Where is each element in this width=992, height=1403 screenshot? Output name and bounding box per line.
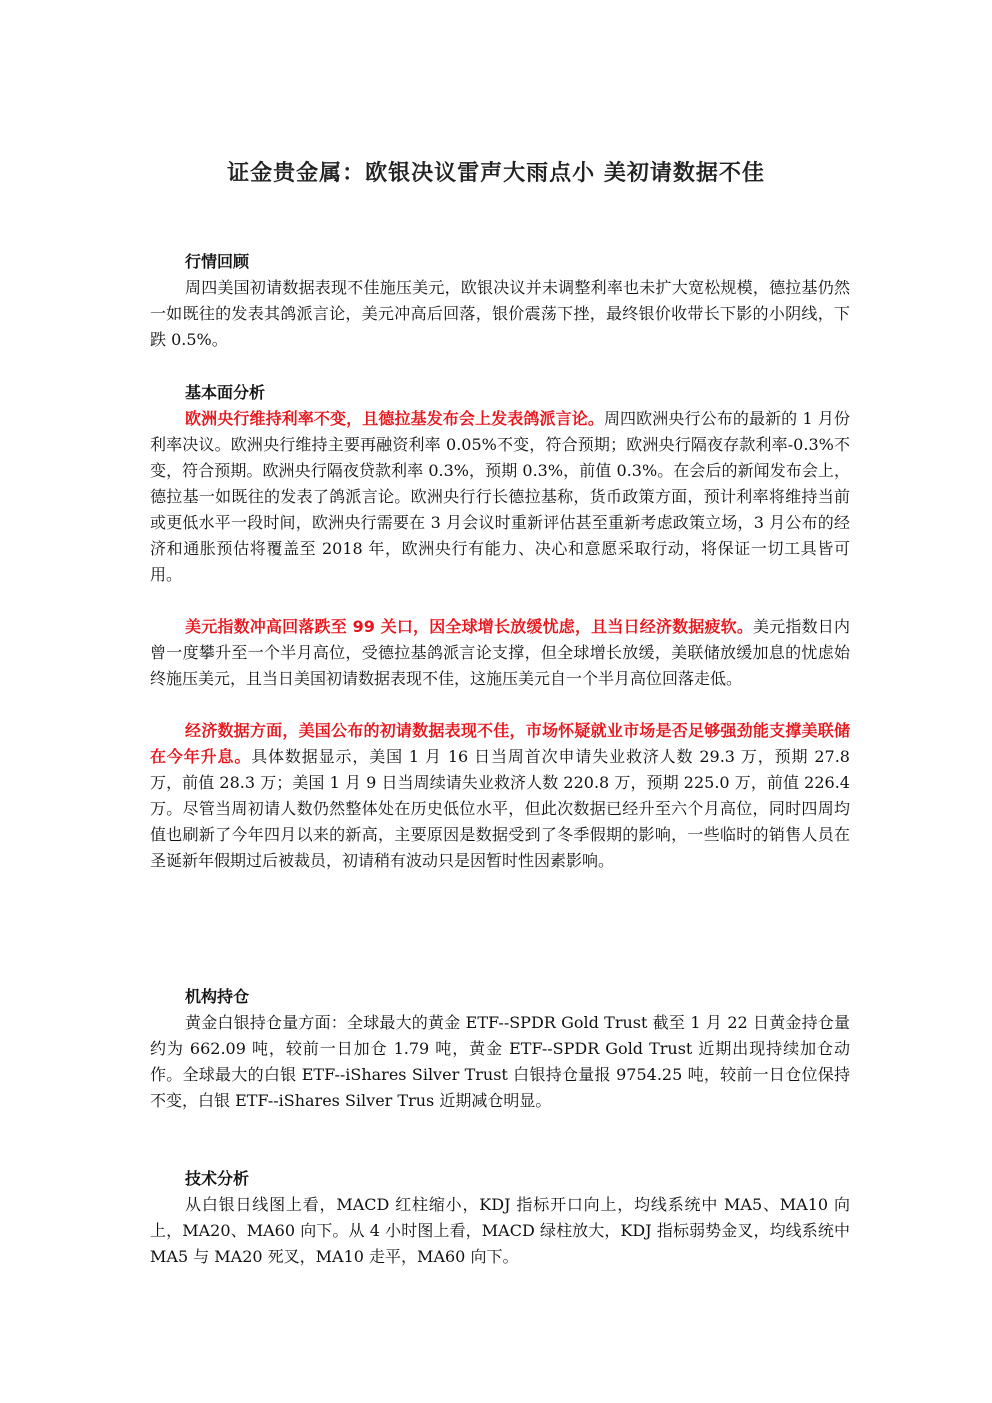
section-heading-fundamentals: 基本面分析 bbox=[185, 383, 266, 402]
technical-paragraph: 从白银日线图上看，MACD 红柱缩小，KDJ 指标开口向上，均线系统中 MA5、MA10 向上，MA20、MA60 向下。从 4 小时图上看，MACD 绿柱放大，KDJ 指标弱势金叉，均线系统中 MA5 与 MA20 死叉，MA10 走平，MA60 向下。 bbox=[150, 1195, 850, 1266]
jobless-lead-text: 经济数据方面，美国公布的初请数据表现不佳，市场怀疑就业市场是否足够强劲能支撑美联储在今年升息。 bbox=[150, 721, 850, 766]
fundamentals-paragraph-dollar bbox=[150, 614, 850, 692]
document-title: 证金贵金属：欧银决议雷声大雨点小 美初请数据不佳 bbox=[227, 161, 765, 186]
dollar-body-text: 美元指数日内曾一度攀升至一个半月高位，受德拉基鸽派言论支撑，但全球增长放缓，美联储放缓加息的忧虑始终施压美元，且当日美国初请数据表现不佳，这施压美元自一个半月高位回落走低。 bbox=[150, 617, 850, 688]
section-holdings bbox=[150, 984, 850, 1114]
section-fundamentals bbox=[150, 380, 850, 874]
section-market-review bbox=[150, 249, 850, 353]
dollar-lead-text: 美元指数冲高回落跌至 99 关口，因全球增长放缓忧虑，且当日经济数据疲软。 bbox=[185, 617, 754, 636]
fundamentals-paragraph-jobless bbox=[150, 718, 850, 874]
section-heading-holdings: 机构持仓 bbox=[185, 987, 250, 1006]
section-heading-technical: 技术分析 bbox=[185, 1169, 250, 1188]
ecb-lead-text: 欧洲央行维持利率不变，且德拉基发布会上发表鸽派言论。 bbox=[185, 409, 604, 428]
ecb-body-text: 周四欧洲央行公布的最新的 1 月份利率决议。欧洲央行维持主要再融资利率 0.05%不变，符合预期；欧洲央行隔夜存款利率-0.3%不变，符合预期。欧洲央行隔夜贷款利率 0.3%，预期 0.3%，前值 0.3%。在会后的新闻发布会上，德拉基一如既往的发表了鸽派言论。欧洲央行行长德拉基称，货币政策方面，预计利率将维持当前或更低水平一段时间，欧洲央行需要在 3 月会议时重新评估甚至重新考虑政策立场，3 月公布的经济和通胀预估将覆盖至 2018 年，欧洲央行有能力、决心和意愿采取行动，将保证一切工具皆可用。 bbox=[150, 409, 850, 584]
fundamentals-paragraph-ecb bbox=[150, 406, 850, 588]
jobless-body-text: 具体数据显示，美国 1 月 16 日当周首次申请失业救济人数 29.3 万，预期 27.8 万，前值 28.3 万；美国 1 月 9 日当周续请失业救济人数 220.8 万，预期 225.0 万，前值 226.4 万。尽管当周初请人数仍然整体处在历史低位水平，但此次数据已经升至六个月高位，同时四周均值也刷新了今年四月以来的新高，主要原因是数据受到了冬季假期的影响，一些临时的销售人员在圣诞新年假期过后被裁员，初请稍有波动只是因暂时性因素影响。 bbox=[150, 747, 850, 870]
section-technical bbox=[150, 1166, 850, 1270]
section-heading-market-review: 行情回顾 bbox=[185, 252, 250, 271]
holdings-paragraph: 黄金白银持仓量方面：全球最大的黄金 ETF--SPDR Gold Trust 截至 1 月 22 日黄金持仓量约为 662.09 吨，较前一日加仓 1.79 吨，黄金 ETF--SPDR Gold Trust 近期出现持续加仓动作。全球最大的白银 ETF--iShares Silver Trust 白银持仓量报 9754.25 吨，较前一日仓位保持不变，白银 ETF--iShares Silver Trus 近期减仓明显。 bbox=[150, 1013, 850, 1110]
market-review-paragraph: 周四美国初请数据表现不佳施压美元，欧银决议并未调整利率也未扩大宽松规模，德拉基仍然一如既往的发表其鸽派言论，美元冲高后回落，银价震荡下挫，最终银价收带长下影的小阴线，下跌 0.5%。 bbox=[150, 278, 850, 349]
